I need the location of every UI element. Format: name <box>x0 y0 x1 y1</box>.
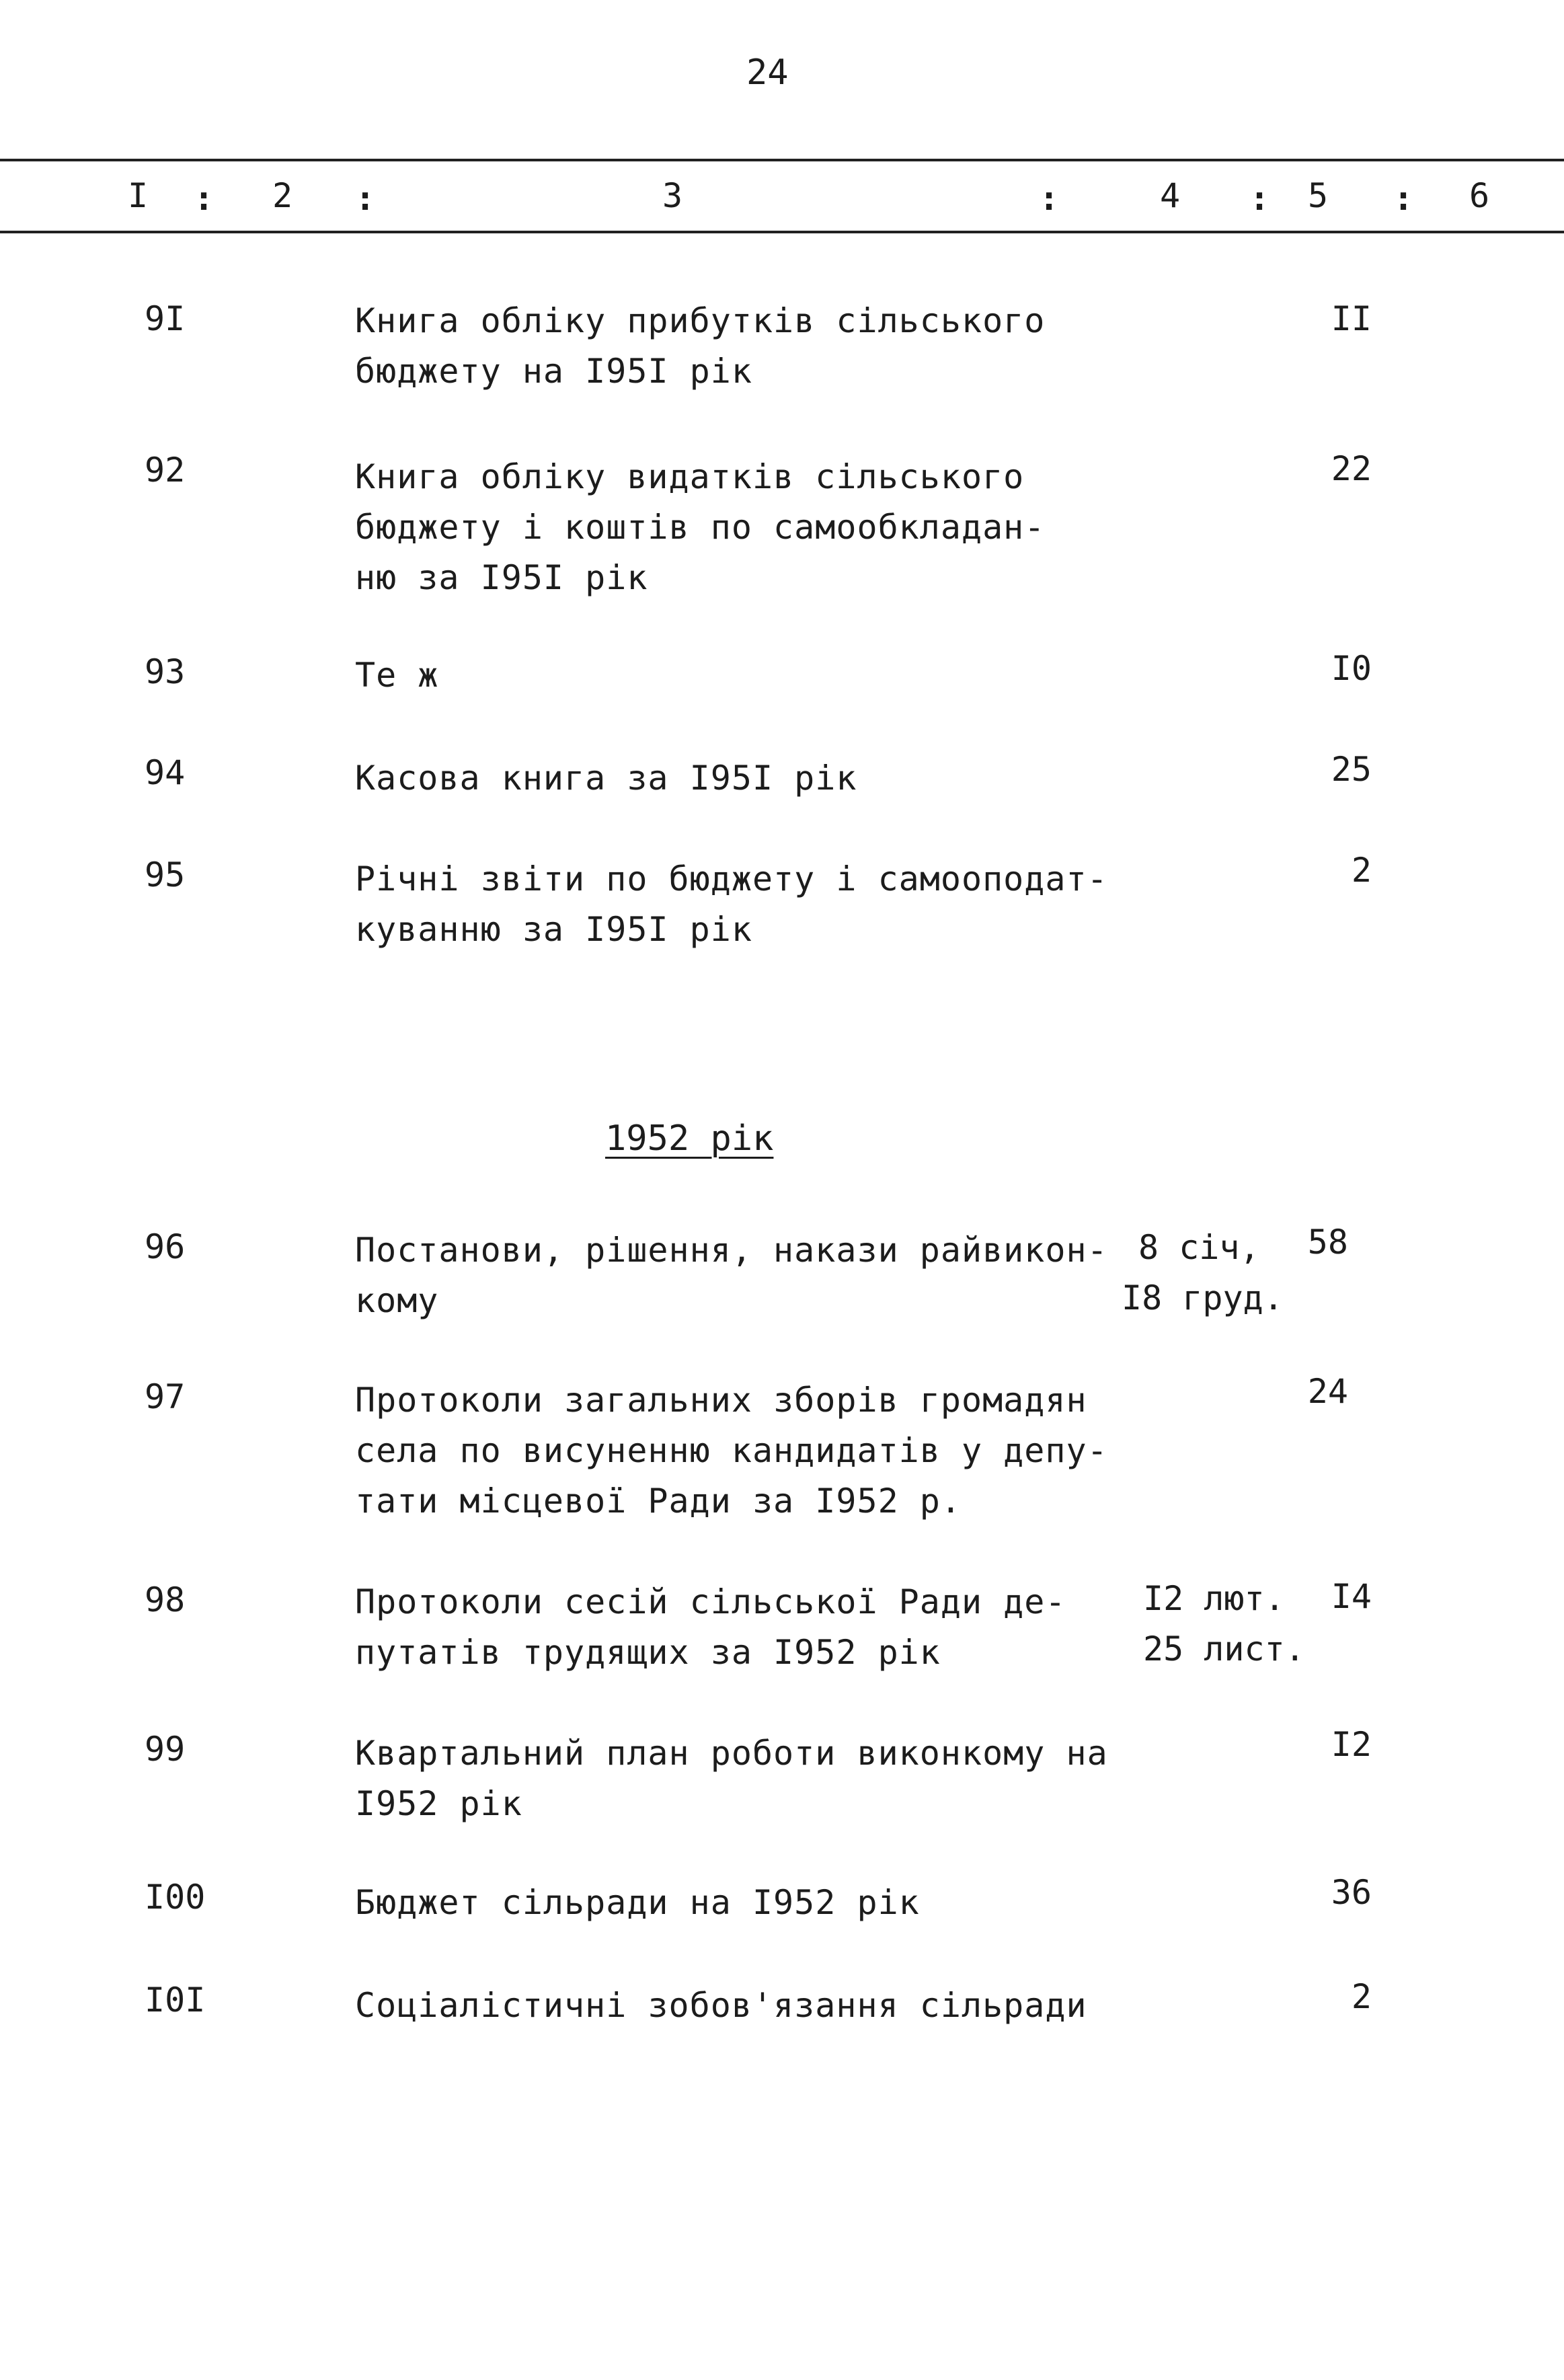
header-separator: : <box>1393 179 1414 218</box>
description-line: путатів трудящих за I952 рік <box>355 1633 941 1672</box>
description-line: куванню за I95I рік <box>355 910 752 949</box>
row-description <box>355 1981 1122 2031</box>
sheet-count: 58 <box>1307 1223 1348 1262</box>
header-separator: : <box>194 179 214 218</box>
row-description <box>355 753 1122 804</box>
date-start: 8 січ, <box>1138 1228 1260 1267</box>
date-start: I2 лют. <box>1143 1579 1285 1618</box>
description-line: бюджету на I95I рік <box>355 352 752 391</box>
description-line: Постанови, рішення, накази райвикон- <box>355 1231 1108 1270</box>
page-number: 24 <box>746 52 789 93</box>
row-number: 93 <box>145 652 186 691</box>
header-col-6: 6 <box>1469 176 1490 215</box>
description-line: бюджету і коштів по самообкладан- <box>355 508 1046 547</box>
row-number: 96 <box>145 1227 186 1266</box>
row-number: 9I <box>145 299 186 338</box>
sheet-count: I2 <box>1331 1725 1372 1764</box>
sheet-count: 2 <box>1351 851 1372 890</box>
row-number: 98 <box>145 1580 186 1619</box>
description-line: Бюджет сільради на I952 рік <box>355 1883 920 1922</box>
header-separator: : <box>1249 179 1270 218</box>
sheet-count: I0 <box>1331 649 1372 688</box>
row-description <box>355 854 1122 955</box>
date-end: I8 груд. <box>1122 1278 1284 1317</box>
row-number: 92 <box>145 451 186 490</box>
row-description <box>355 1225 1122 1326</box>
sheet-count: II <box>1331 299 1372 338</box>
row-number: 99 <box>145 1730 186 1769</box>
description-line: Книга обліку видатків сільського <box>355 457 1025 496</box>
row-description <box>355 1577 1122 1678</box>
description-line: Соціалістичні зобов'язання сільради <box>355 1986 1087 2025</box>
sheet-count: I4 <box>1331 1577 1372 1616</box>
sheet-count: 22 <box>1331 449 1372 488</box>
row-number: 97 <box>145 1377 186 1416</box>
header-col-2: 2 <box>272 176 293 215</box>
row-number: I00 <box>145 1878 206 1917</box>
header-col-4: 4 <box>1160 176 1181 215</box>
description-line: Касова книга за I95I рік <box>355 759 857 798</box>
row-description <box>355 452 1122 603</box>
row-number: I0I <box>145 1981 206 2020</box>
description-line: тати місцевої Ради за I952 р. <box>355 1482 962 1521</box>
description-line: Те ж <box>355 656 439 695</box>
date-end: 25 лист. <box>1143 1629 1305 1668</box>
header-col-3: 3 <box>662 176 683 215</box>
description-line: села по висуненню кандидатів у депу- <box>355 1431 1108 1470</box>
description-line: Протоколи сесій сільської Ради де- <box>355 1582 1066 1621</box>
row-description <box>355 1375 1122 1527</box>
header-bottom-rule <box>0 231 1564 233</box>
header-col-1: I <box>128 176 149 215</box>
row-description <box>355 650 1122 701</box>
header-col-5: 5 <box>1308 176 1329 215</box>
header-separator: : <box>355 179 376 218</box>
row-description <box>355 296 1122 397</box>
description-line: ню за I95I рік <box>355 558 648 597</box>
description-line: I952 рік <box>355 1784 522 1823</box>
row-number: 94 <box>145 753 186 792</box>
sheet-count: 25 <box>1331 750 1372 789</box>
description-line: кому <box>355 1281 439 1320</box>
sheet-count: 36 <box>1331 1873 1372 1912</box>
sheet-count: 2 <box>1351 1977 1372 2016</box>
description-line: Квартальний план роботи виконкому на <box>355 1734 1108 1773</box>
description-line: Річні звіти по бюджету і самооподат- <box>355 859 1108 898</box>
row-description <box>355 1728 1122 1829</box>
header-top-rule <box>0 159 1564 161</box>
section-year-heading: 1952 рік <box>605 1118 774 1159</box>
row-description <box>355 1878 1122 1928</box>
sheet-count: 24 <box>1307 1372 1348 1411</box>
row-number: 95 <box>145 855 186 894</box>
description-line: Книга обліку прибутків сільського <box>355 301 1046 340</box>
description-line: Протоколи загальних зборів громадян <box>355 1381 1087 1420</box>
header-separator: : <box>1039 179 1060 218</box>
